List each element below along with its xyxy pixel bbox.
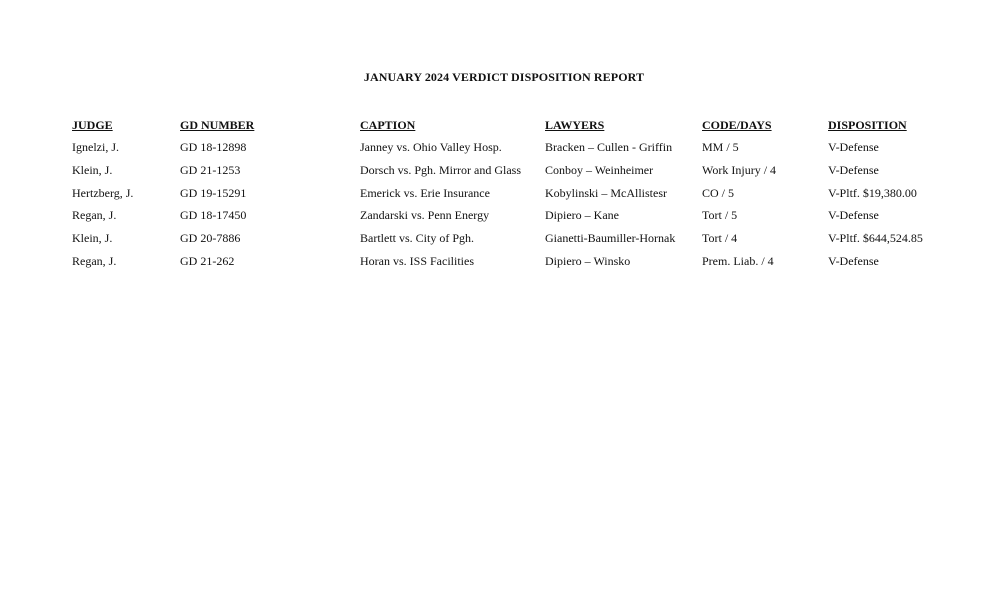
- table-row: [72, 184, 938, 207]
- cell-gd-number: GD 21-262: [180, 253, 235, 268]
- cell-judge: Hertzberg, J.: [72, 185, 134, 200]
- table-row: [72, 138, 938, 161]
- table-row: [72, 229, 938, 252]
- cell-caption: Dorsch vs. Pgh. Mirror and Glass: [360, 162, 521, 177]
- cell-disposition: V-Defense: [828, 208, 879, 223]
- cell-lawyers: Dipiero – Kane: [545, 208, 619, 223]
- cell-code-days: Work Injury / 4: [702, 162, 777, 177]
- table-header-row: [72, 116, 938, 138]
- header-code-days: CODE/DAYS: [702, 118, 772, 132]
- cell-judge: Klein, J.: [72, 162, 113, 177]
- cell-code-days: Prem. Liab. / 4: [702, 253, 774, 268]
- cell-caption: Bartlett vs. City of Pgh.: [360, 231, 474, 246]
- table-row: [72, 252, 938, 275]
- cell-code-days: Tort / 5: [702, 208, 738, 223]
- cell-lawyers: Gianetti-Baumiller-Hornak: [545, 231, 676, 246]
- cell-disposition: V-Defense: [828, 253, 879, 268]
- cell-judge: Ignelzi, J.: [72, 140, 119, 154]
- cell-judge: Klein, J.: [72, 231, 113, 246]
- table-row: [72, 161, 938, 184]
- cell-caption: Horan vs. ISS Facilities: [360, 253, 474, 268]
- cell-code-days: CO / 5: [702, 185, 735, 200]
- cell-caption: Janney vs. Ohio Valley Hosp.: [360, 140, 502, 154]
- report-title: JANUARY 2024 VERDICT DISPOSITION REPORT: [363, 70, 645, 84]
- table-row: [72, 206, 938, 229]
- cell-caption: Zandarski vs. Penn Energy: [360, 208, 490, 223]
- cell-disposition: V-Defense: [828, 162, 879, 177]
- cell-judge: Regan, J.: [72, 253, 117, 268]
- verdict-table: [72, 116, 938, 275]
- cell-lawyers: Conboy – Weinheimer: [545, 162, 654, 177]
- cell-lawyers: Dipiero – Winsko: [545, 253, 631, 268]
- cell-code-days: Tort / 4: [702, 231, 738, 246]
- cell-disposition: V-Pltf. $644,524.85: [828, 231, 923, 246]
- cell-lawyers: Kobylinski – McAllistesr: [545, 185, 667, 200]
- cell-disposition: V-Defense: [828, 140, 879, 154]
- cell-gd-number: GD 20-7886: [180, 231, 241, 246]
- header-disposition: DISPOSITION: [828, 118, 907, 132]
- header-gd-number: GD NUMBER: [180, 118, 255, 132]
- cell-code-days: MM / 5: [702, 140, 739, 154]
- header-judge: JUDGE: [72, 118, 113, 132]
- cell-gd-number: GD 19-15291: [180, 185, 247, 200]
- cell-lawyers: Bracken – Cullen - Griffin: [545, 140, 673, 154]
- header-lawyers: LAWYERS: [545, 118, 605, 132]
- cell-judge: Regan, J.: [72, 208, 117, 223]
- cell-gd-number: GD 18-12898: [180, 140, 247, 154]
- header-caption: CAPTION: [360, 118, 416, 132]
- cell-gd-number: GD 21-1253: [180, 162, 241, 177]
- cell-caption: Emerick vs. Erie Insurance: [360, 185, 490, 200]
- cell-disposition: V-Pltf. $19,380.00: [828, 185, 917, 200]
- cell-gd-number: GD 18-17450: [180, 208, 247, 223]
